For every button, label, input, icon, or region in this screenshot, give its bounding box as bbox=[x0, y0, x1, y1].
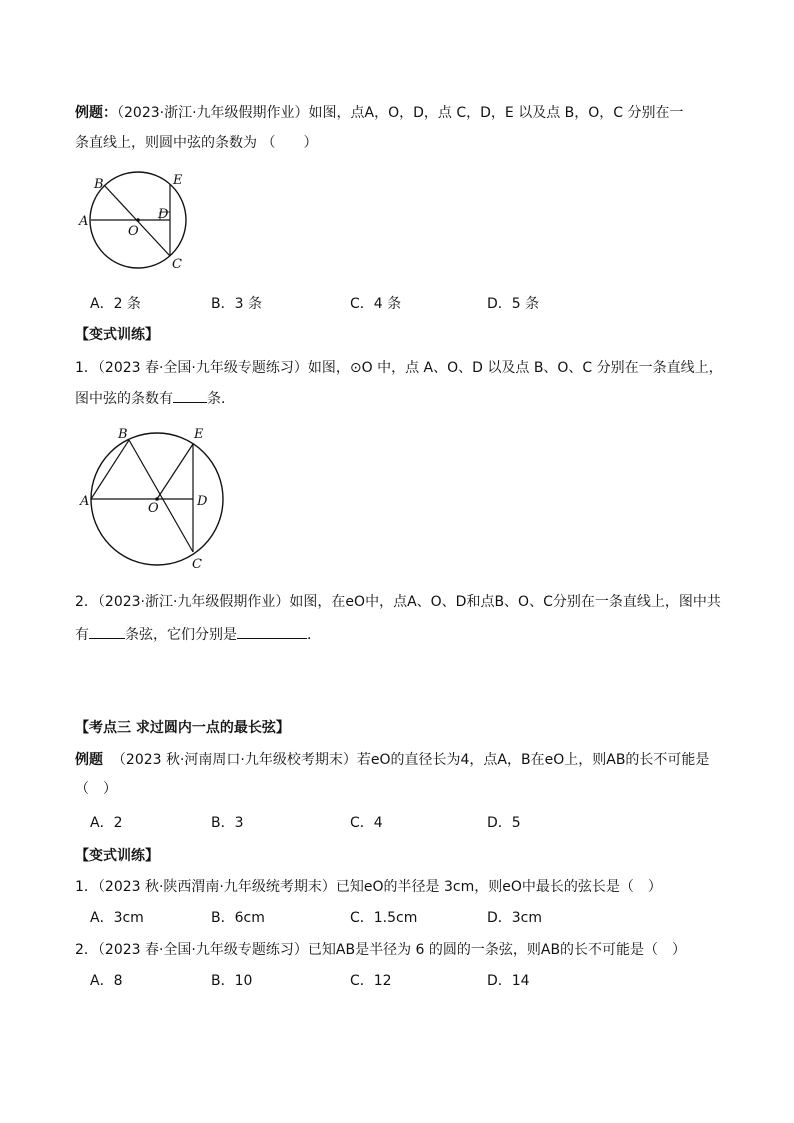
fig1-label-o: O bbox=[128, 224, 139, 239]
section3-example-text: （2023 秋·河南周口·九年级校考期末）若eO的直径长为4，点A，B在eO上，则AB的长不可能是 bbox=[111, 752, 710, 768]
variant1-q1-line2 bbox=[75, 388, 235, 409]
section3-q1-option-a[interactable]: A．3cm bbox=[90, 910, 144, 926]
fig2-label-o: O bbox=[148, 501, 159, 516]
section3-example-option-a[interactable]: A．2 bbox=[90, 815, 123, 831]
section3-q2-option-a[interactable]: A．8 bbox=[90, 973, 123, 989]
fig1-label-a: A bbox=[79, 214, 89, 229]
fig2-label-b: B bbox=[118, 427, 128, 442]
section3-q2-option-d[interactable]: D．14 bbox=[487, 973, 530, 989]
section3-q1-option-d[interactable]: D．3cm bbox=[487, 910, 543, 926]
variant1-q2-text-a: 有 bbox=[75, 627, 89, 643]
variant1-q2-line2 bbox=[75, 624, 321, 645]
example1-figure bbox=[70, 168, 200, 278]
example1-line1 bbox=[75, 103, 684, 123]
variant1-q2-blank1[interactable] bbox=[89, 624, 125, 639]
section3-example-option-d[interactable]: D．5 bbox=[487, 815, 521, 831]
section3-example-prefix: 例题 bbox=[75, 752, 103, 768]
variant1-q1-text-a: 图中弦的条数有 bbox=[75, 391, 173, 407]
section3-example-line1 bbox=[75, 750, 709, 770]
fig2-label-e: E bbox=[194, 427, 204, 442]
example1-option-c[interactable]: C．4 条 bbox=[350, 296, 402, 312]
example1-option-b[interactable]: B．3 条 bbox=[211, 296, 262, 312]
fig1-label-b: B bbox=[94, 177, 104, 192]
fig1-label-d: D bbox=[158, 207, 169, 222]
fig2-label-c: C bbox=[192, 557, 202, 572]
fig2-label-d: D bbox=[197, 494, 208, 509]
example1-prefix: 例题： bbox=[75, 105, 117, 121]
section3-q2: 2．（2023 春·全国·九年级专题练习）已知AB是半径为 6 的圆的一条弦，则AB的长不可能是（ ） bbox=[75, 942, 687, 958]
example1-text: （2023·浙江·九年级假期作业）如图，点A，O，D，点 C，D，E 以及点 B，O，C 分别在一 bbox=[117, 105, 684, 121]
variant1-q1-line1: 1．（2023 春·全国·九年级专题练习）如图，⊙O 中，点 A、O、D 以及点 B、O、C 分别在一条直线上， bbox=[75, 360, 723, 376]
variant1-q2-blank2[interactable] bbox=[237, 624, 307, 639]
example1-option-d[interactable]: D．5 条 bbox=[487, 296, 540, 312]
section3-example-paren: （ ） bbox=[75, 781, 117, 797]
section3-example-option-c[interactable]: C．4 bbox=[350, 815, 383, 831]
variant1-figure bbox=[76, 420, 236, 575]
section3-q1: 1．（2023 秋·陕西渭南·九年级统考期末）已知eO的半径是 3cm，则eO中最长的弦长是（ ） bbox=[75, 879, 662, 895]
example1-option-a[interactable]: A．2 条 bbox=[90, 296, 141, 312]
fig1-label-c: C bbox=[172, 257, 182, 272]
variant1-heading: 【变式训练】 bbox=[75, 327, 159, 343]
fig2-label-a: A bbox=[80, 494, 90, 509]
variant1-q2-line1: 2．（2023·浙江·九年级假期作业）如图，在eO中，点A、O、D和点B、O、C分别在一条直线上，图中共 bbox=[75, 594, 721, 610]
variant1-q1-text-b: 条． bbox=[207, 391, 235, 407]
section3-example-option-b[interactable]: B．3 bbox=[211, 815, 244, 831]
section3-q2-option-b[interactable]: B．10 bbox=[211, 973, 253, 989]
section3-heading: 【考点三 求过圆内一点的最长弦】 bbox=[75, 720, 290, 736]
example1-line2: 条直线上，则圆中弦的条数为 （ ） bbox=[75, 135, 318, 151]
section3-q2-option-c[interactable]: C．12 bbox=[350, 973, 392, 989]
variant1-q2-text-b: 条弦，它们分别是 bbox=[125, 627, 237, 643]
fig1-label-e: E bbox=[173, 173, 183, 188]
section3-variant-heading: 【变式训练】 bbox=[75, 848, 159, 864]
section3-q1-option-c[interactable]: C．1.5cm bbox=[350, 910, 418, 926]
variant1-q2-text-c: ． bbox=[307, 627, 321, 643]
section3-q1-option-b[interactable]: B．6cm bbox=[211, 910, 265, 926]
variant1-q1-blank[interactable] bbox=[173, 388, 207, 403]
